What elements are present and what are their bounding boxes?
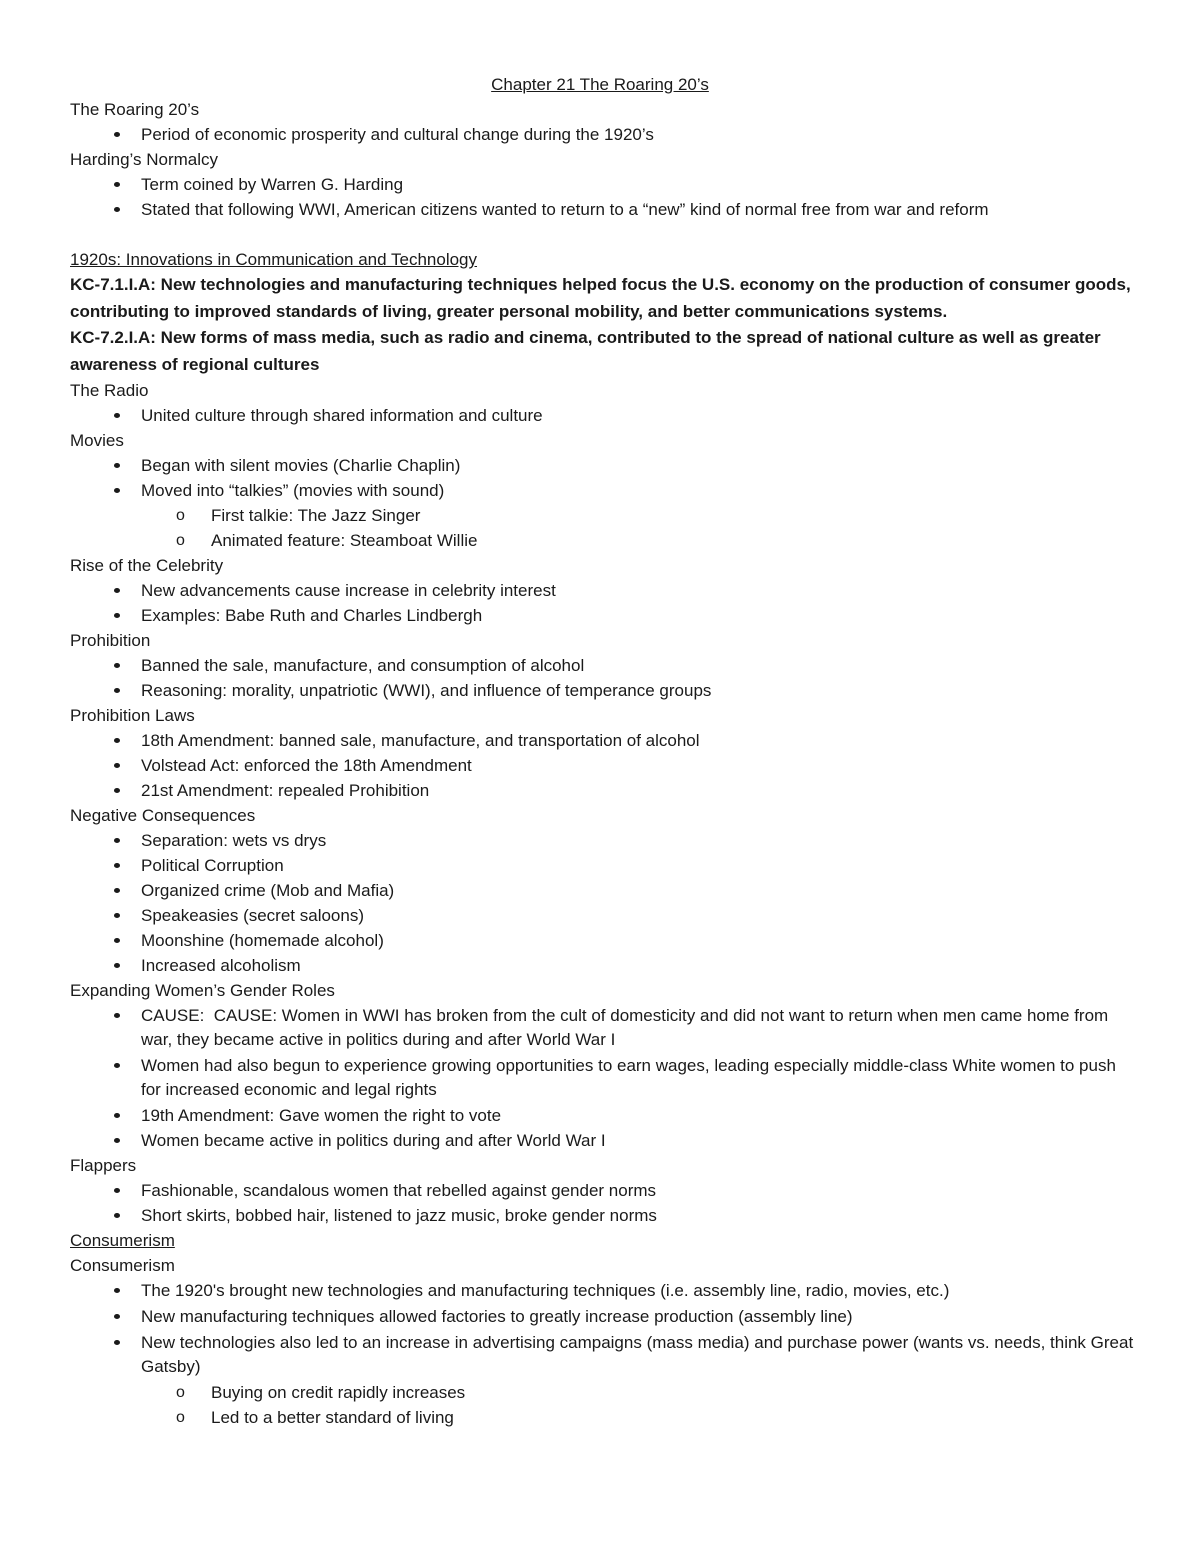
sub-list-item: o Led to a better standard of living: [70, 1405, 1135, 1430]
bullet-list: [70, 578, 1135, 628]
list-item: New manufacturing techniques allowed factories to greatly increase production (assembly line): [70, 1304, 1135, 1330]
list-item: The 1920's brought new technologies and manufacturing techniques (i.e. assembly line, radio, movies, etc.): [70, 1278, 1135, 1304]
list-item: Examples: Babe Ruth and Charles Lindbergh: [70, 603, 1135, 628]
sub-list-item: o Buying on credit rapidly increases: [70, 1380, 1135, 1405]
section-heading: Consumerism: [70, 1231, 175, 1250]
list-item: Reasoning: morality, unpatriotic (WWI), and influence of temperance groups: [70, 678, 1135, 703]
list-item: [70, 1003, 1135, 1053]
subsection-heading: Consumerism: [70, 1256, 175, 1275]
list-item: Separation: wets vs drys: [70, 828, 1135, 853]
key-concept: KC-7.2.I.A: New forms of mass media, such as radio and cinema, contributed to the spread of national culture as well as greater awareness of regional cultures: [70, 328, 1101, 374]
section-heading: The Roaring 20’s: [70, 100, 200, 119]
list-item: Short skirts, bobbed hair, listened to jazz music, broke gender norms: [70, 1203, 1135, 1228]
bullet-list: [70, 172, 1135, 222]
bullet-list: [70, 1003, 1135, 1153]
list-item: 19th Amendment: Gave women the right to vote: [70, 1103, 1135, 1128]
list-item: Fashionable, scandalous women that rebelled against gender norms: [70, 1178, 1135, 1203]
bullet-list: [70, 828, 1135, 978]
page-title: Chapter 21 The Roaring 20’s: [491, 75, 709, 94]
bullet-list: [70, 653, 1135, 703]
bullet-list: [70, 453, 1135, 553]
bullet-list: [70, 1178, 1135, 1228]
list-item: Stated that following WWI, American citizens wanted to return to a “new” kind of normal free from war and reform: [70, 197, 1135, 222]
list-item: Women had also begun to experience growing opportunities to earn wages, leading especially middle-class White women to push for increased economic and legal rights: [70, 1053, 1135, 1103]
list-item: Term coined by Warren G. Harding: [70, 172, 1135, 197]
list-item: Moved into “talkies” (movies with sound): [70, 478, 1135, 503]
list-item: Organized crime (Mob and Mafia): [70, 878, 1135, 903]
list-item: Banned the sale, manufacture, and consumption of alcohol: [70, 653, 1135, 678]
section-heading: The Radio: [70, 381, 149, 400]
section-heading: Rise of the Celebrity: [70, 556, 224, 575]
section-heading: Movies: [70, 431, 124, 450]
section-heading: Prohibition Laws: [70, 706, 195, 725]
list-item: Period of economic prosperity and cultural change during the 1920’s: [70, 122, 1135, 147]
sub-list-item: o Animated feature: Steamboat Willie: [70, 528, 1135, 553]
list-item: 21st Amendment: repealed Prohibition: [70, 778, 1135, 803]
list-item: Increased alcoholism: [70, 953, 1135, 978]
section-heading: Expanding Women’s Gender Roles: [70, 981, 335, 1000]
section-heading: Negative Consequences: [70, 806, 256, 825]
spacer: [70, 222, 1135, 247]
cause-text: CAUSE: Women in WWI has broken from the cult of domesticity and did not want to return when men came home from war, they became active in politics during and after World War I: [141, 1006, 1109, 1049]
section-heading: Prohibition: [70, 631, 151, 650]
list-item: Speakeasies (secret saloons): [70, 903, 1135, 928]
list-item: New advancements cause increase in celebrity interest: [70, 578, 1135, 603]
section-heading: 1920s: Innovations in Communication and Technology: [70, 250, 478, 269]
cause-label: CAUSE:: [141, 1006, 205, 1025]
list-item: Volstead Act: enforced the 18th Amendment: [70, 753, 1135, 778]
bullet-list: [70, 728, 1135, 803]
bullet-list: [70, 122, 1135, 147]
section-heading: Harding’s Normalcy: [70, 150, 219, 169]
notes-body: [70, 97, 1135, 1430]
sub-list-item: o First talkie: The Jazz Singer: [70, 503, 1135, 528]
list-item: Began with silent movies (Charlie Chaplin): [70, 453, 1135, 478]
bullet-list: [70, 1278, 1135, 1430]
section-heading: Flappers: [70, 1156, 137, 1175]
key-concept: KC-7.1.I.A: New technologies and manufacturing techniques helped focus the U.S. economy on the production of consumer goods, contributing to improved standards of living, greater personal mobility, and better communications systems.: [70, 275, 1131, 321]
list-item: Women became active in politics during and after World War I: [70, 1128, 1135, 1153]
list-item: New technologies also led to an increase in advertising campaigns (mass media) and purchase power (wants vs. needs, think Great Gatsby): [70, 1330, 1135, 1380]
list-item: Moonshine (homemade alcohol): [70, 928, 1135, 953]
bullet-list: [70, 403, 1135, 428]
list-item: United culture through shared information and culture: [70, 403, 1135, 428]
list-item: Political Corruption: [70, 853, 1135, 878]
list-item: 18th Amendment: banned sale, manufacture, and transportation of alcohol: [70, 728, 1135, 753]
